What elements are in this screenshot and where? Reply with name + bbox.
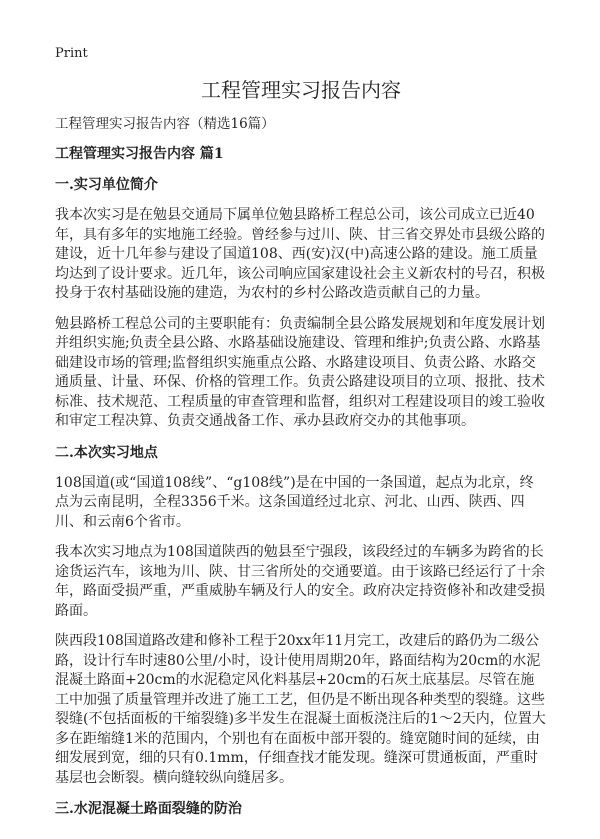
paragraph-5: 陕西段108国道路改建和修补工程于20xx年11月完工，改建后的路仍为二级公路，设计行车时速80公里/小时，设计使用周期20年，路面结构为20cm的水泥混凝土路面+20cm的水泥稳定风化料基层+20cm的石灰土底基层。尽管在施工中加强了质量管理并改进了施工工艺，但仍是不断出现各种类型的裂缝。这些裂缝(不包括面板的干缩裂缝)多半发生在混凝土面板浇注后的1～2天内，位置大多在距缩缝1米的范围内，个别也有在面板中部开裂的。缝宽随时间的延续，由细发展到宽，细的只有0.1mm，仔细查找才能发现。缝深可贯通板面，严重时基层也会断裂。横向缝较纵向缝居多。 xyxy=(55,633,546,786)
section-heading-1: 一.实习单位简介 xyxy=(55,177,158,193)
section-heading-3: 三.水泥混凝土路面裂缝的防治 xyxy=(55,801,242,817)
paragraph-3: 108国道(或“国道108线”、“g108线”)是在中国的一条国道，起点为北京，终点为云南昆明，全程3356千米。这条国道经过北京、河北、山西、陕西、四川、和云南6个省市。 xyxy=(55,474,534,530)
subtitle: 工程管理实习报告内容（精选16篇） xyxy=(55,116,275,132)
section-heading-2: 二.本次实习地点 xyxy=(55,444,158,461)
print-link[interactable]: Print xyxy=(55,46,88,61)
article-heading: 工程管理实习报告内容 篇1 xyxy=(55,146,224,162)
paragraph-2: 勉县路桥工程总公司的主要职能有：负责编制全县公路发展规划和年度发展计划并组织实施;负责全县公路、水路基础设施建设、管理和维护;负责公路、水路基础建设市场的管理;监督组织实施重点公路、水路建设项目、负责公路、水路交通质量、计量、环保、价格的管理工作。负责公路建设项目的立项、报批、技术标准、技术规范、工程质量的审查管理和监督，组织对工程建设项目的竣工验收和审定工程决算、负责交通战备工作、承办县政府交办的其他事项。 xyxy=(55,315,545,429)
paragraph-1: 我本次实习是在勉县交通局下属单位勉县路桥工程总公司，该公司成立已近40年，具有多年的实地施工经验。曾经参与过川、陕、甘三省交界处市县级公路的建设，近十几年参与建设了国道108、西(安)汉(中)高速公路的建设。施工质量均达到了设计要求。近几年，该公司响应国家建设社会主义新农村的号召，积极投身于农村基础设施的建造，为农村的乡村公路改造贡献自己的力量。 xyxy=(55,207,545,301)
paragraph-4: 我本次实习地点为108国道陕西的勉县至宁强段，该段经过的车辆多为跨省的长途货运汽车，该地为川、陕、甘三省所处的交通要道。由于该路已经运行了十余年，路面受损严重，严重威胁车辆及行人的安全。政府决定持资修补和改建受损路面。 xyxy=(55,544,545,619)
page-title: 工程管理实习报告内容 xyxy=(201,78,401,102)
